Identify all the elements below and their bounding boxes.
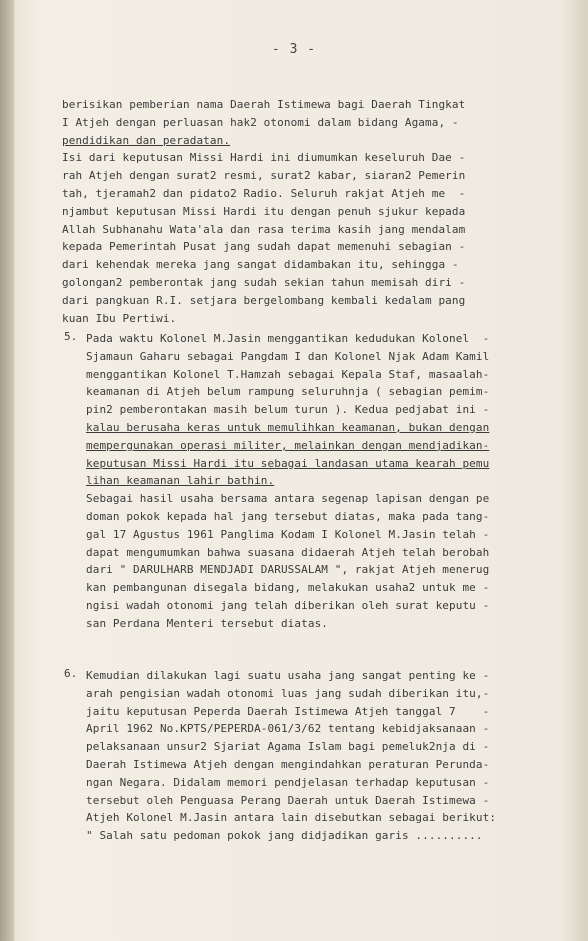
text-line: Kemudian dilakukan lagi suatu usaha jang sangat penting ke - <box>86 669 490 682</box>
text-line: " Salah satu pedoman pokok jang didjadikan garis .......... <box>86 829 483 843</box>
text-line: kuan Ibu Pertiwi. <box>62 311 177 325</box>
text-line: dari kehendak mereka jang sangat didambakan itu, sehingga - <box>62 258 459 272</box>
numbered-paragraph-5 <box>86 330 548 633</box>
text-line: Sebagai hasil usaha bersama antara segenap lapisan dengan pe <box>86 492 490 506</box>
text-line: dari pangkuan R.I. setjara bergelombang kembali kedalam pang <box>62 293 466 307</box>
text-line: Pada waktu Kolonel M.Jasin menggantikan kedudukan Kolonel - <box>86 332 490 345</box>
text-line: golongan2 pemberontak jang sudah sekian tahun memisah diri - <box>62 275 466 289</box>
text-line: I Atjeh dengan perluasan hak2 otonomi dalam bidang Agama, - <box>62 115 459 129</box>
text-line: berisikan pemberian nama Daerah Istimewa bagi Daerah Tingkat <box>62 98 466 111</box>
text-line: ngisi wadah otonomi jang telah diberikan oleh surat keputu - <box>86 598 490 612</box>
text-line: Daerah Istimewa Atjeh dengan mengindahkan peraturan Perunda- <box>86 757 490 771</box>
text-line: pin2 pemberontakan masih belum turun ). Kedua pedjabat ini - <box>86 403 490 417</box>
text-line: Allah Subhanahu Wata'ala dan rasa terima kasih jang mendalam <box>62 222 466 236</box>
text-line: dari " DARULHARB MENDJADI DARUSSALAM ", rakjat Atjeh menerug <box>86 563 490 577</box>
text-line: jaitu keputusan Peperda Daerah Istimewa Atjeh tanggal 7 - <box>86 704 490 718</box>
page-number: - 3 - <box>271 42 317 57</box>
numbered-paragraph-6 <box>86 667 548 845</box>
text-line: njambut keputusan Missi Hardi itu dengan penuh sjukur kepada <box>62 204 466 218</box>
underlined-text-line: kalau berusaha keras untuk memulihkan keamanan, bukan dengan <box>86 420 490 434</box>
text-line: tersebut oleh Penguasa Perang Daerah untuk Daerah Istimewa - <box>86 793 490 807</box>
item-number: 6. <box>64 667 78 680</box>
text-line: ngan Negara. Didalam memori pendjelasan terhadap keputusan - <box>86 775 490 789</box>
item-number: 5. <box>64 330 78 343</box>
text-line: dapat mengumumkan bahwa suasana didaerah Atjeh telah berobah <box>86 545 490 559</box>
text-line: doman pokok kepada hal jang tersebut diatas, maka pada tang- <box>86 509 490 523</box>
paragraph-continuation <box>62 96 544 327</box>
text-line: gal 17 Agustus 1961 Panglima Kodam I Kolonel M.Jasin telah - <box>86 527 490 541</box>
text-line: pelaksanaan unsur2 Sjariat Agama Islam bagi pemeluk2nja di - <box>86 740 490 754</box>
text-line: pendidikan dan peradatan. <box>62 133 231 147</box>
text-line: kepada Pemerintah Pusat jang sudah dapat memenuhi sebagian - <box>62 240 466 254</box>
text-line: menggantikan Kolonel T.Hamzah sebagai Kepala Staf, masaalah- <box>86 367 490 381</box>
text-line: keamanan di Atjeh belum rampung seluruhnja ( sebagian pemim- <box>86 385 490 399</box>
text-line: tah, tjeramah2 dan pidato2 Radio. Seluruh rakjat Atjeh me - <box>62 186 466 200</box>
underlined-text-line: mempergunakan operasi militer, melainkan dengan mendjadikan- <box>86 438 490 452</box>
text-line: arah pengisian wadah otonomi luas jang sudah diberikan itu,- <box>86 686 490 700</box>
text-line: Atjeh Kolonel M.Jasin antara lain disebutkan sebagai berikut: <box>86 811 497 825</box>
text-line: Isi dari keputusan Missi Hardi ini diumumkan keseluruh Dae - <box>62 151 466 165</box>
text-line: kan pembangunan disegala bidang, melakukan usaha2 untuk me - <box>86 581 490 595</box>
text-line: Sjamaun Gaharu sebagai Pangdam I dan Kolonel Njak Adam Kamil <box>86 349 490 363</box>
underlined-text-line: lihan keamanan lahir bathin. <box>86 474 275 488</box>
text-line: san Perdana Menteri tersebut diatas. <box>86 616 329 630</box>
binding-edge <box>0 0 14 941</box>
text-line: rah Atjeh dengan surat2 resmi, surat2 kabar, siaran2 Pemerin <box>62 169 466 183</box>
text-line: April 1962 No.KPTS/PEPERDA-061/3/62 tentang kebidjaksanaan - <box>86 722 490 736</box>
underlined-text-line: keputusan Missi Hardi itu sebagai landasan utama kearah pemu <box>86 456 490 470</box>
